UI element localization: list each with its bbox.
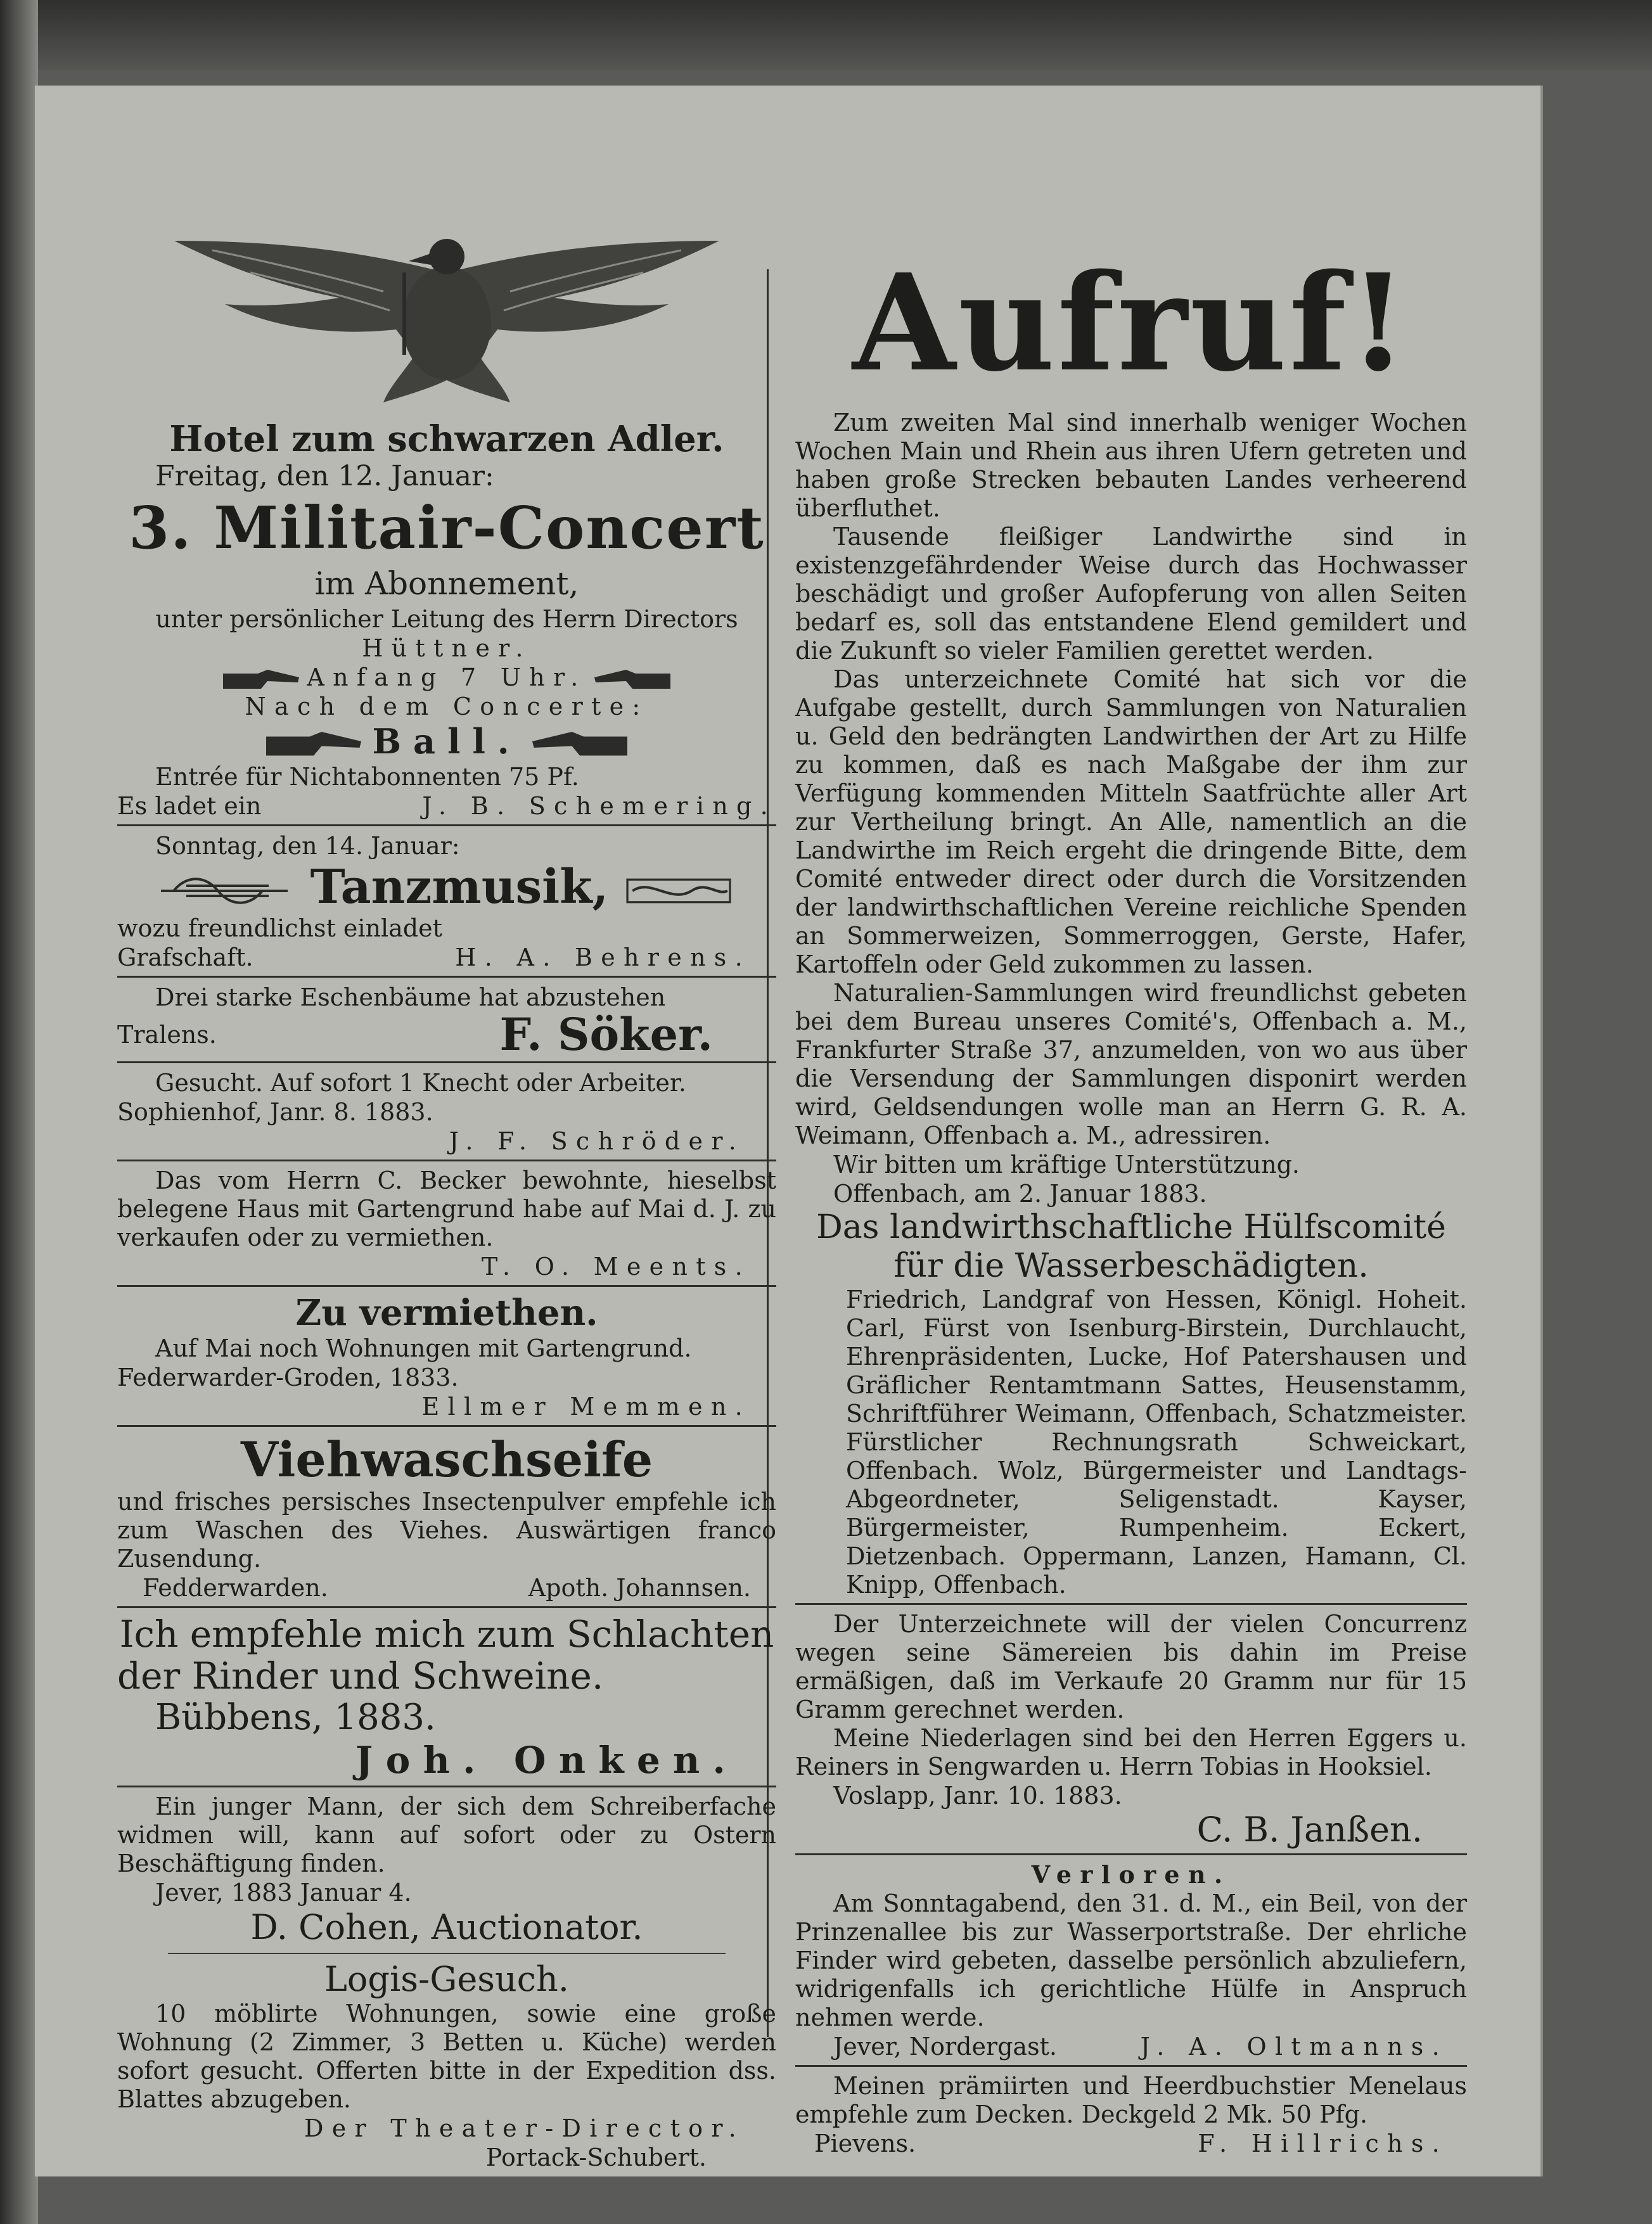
tanz-name: H. A. Behrens. [455, 943, 751, 971]
tanz-date: Sonntag, den 14. Januar: [155, 832, 460, 860]
schlachten-line-2: der Rinder und Schweine. [117, 1654, 604, 1697]
divider [117, 1061, 776, 1063]
concert-after: Nach dem Concerte: [245, 693, 649, 720]
verloren-title: Verloren. [1031, 1860, 1231, 1889]
aufruf-org-2: für die Wasserbeschädigten. [893, 1247, 1369, 1285]
ad-vermiethen [117, 1292, 776, 1421]
ad-schlachten [117, 1613, 776, 1782]
schlachten-line-1: Ich empfehle mich zum Schlachten [119, 1613, 774, 1656]
divider [117, 824, 776, 826]
ad-junger-mann [117, 1793, 776, 1948]
eschen-place: Tralens. [117, 1021, 217, 1049]
scan-background-edge [0, 0, 38, 2224]
divider [117, 1425, 776, 1427]
ad-haus [117, 1166, 776, 1281]
tanz-line: wozu freundlichst einladet [117, 914, 442, 942]
pointing-hand-right-icon [223, 668, 299, 691]
aufruf-p5: Wir bitten um kräftige Unterstützung. [833, 1151, 1300, 1179]
stier-name: F. Hillrichs. [1198, 2130, 1448, 2157]
aufruf-p2: Tausende fleißiger Landwirthe sind in existenzgefährdender Weise durch das Hochwasser beschädigt und großer Aufopferung von allen Seiten bedarf es, soll das entstandene Elend gemildert und die Zukunft so vieler Familien gerettet werden. [795, 523, 1467, 665]
seife-name: Apoth. Johannsen. [528, 1574, 751, 1602]
gesucht-name: J. F. Schröder. [449, 1127, 745, 1155]
seife-text: und frisches persisches Insectenpulver empfehle ich zum Waschen des Viehes. Auswärtigen franco Zusendung. [117, 1488, 776, 1573]
divider [117, 1160, 776, 1161]
eschen-line: Drei starke Eschenbäume hat abzustehen [155, 983, 666, 1011]
verloren-name: J. A. Oltmanns. [1140, 2033, 1448, 2061]
tanz-place: Grafschaft. [117, 943, 253, 971]
divider [117, 976, 776, 978]
ornament-icon [161, 872, 294, 910]
invite-text: Es ladet ein [117, 792, 262, 820]
eagle-emblem [117, 228, 776, 418]
verloren-text: Am Sonntagabend, den 31. d. M., ein Beil, von der Prinzenallee bis zur Wasserportstraße. Der ehrliche Finder wird gebeten, dasselbe persönlich abzuliefern, widrigenfalls ich gerichtliche Hülfe in Anspruch nehmen werde. [795, 1889, 1467, 2031]
host-name: J. B. Schemering. [422, 792, 776, 820]
ad-hotel-concert [117, 418, 776, 821]
saemereien-p2: Meine Niederlagen sind bei den Herren Eggers u. Reiners in Sengwarden u. Herrn Tobias in Hooksiel. [795, 1724, 1467, 1780]
vermiethen-name: Ellmer Memmen. [421, 1393, 751, 1421]
ad-tanzmusik [117, 831, 776, 972]
saemereien-name: C. B. Janßen. [1196, 1810, 1423, 1850]
pointing-hand-left-icon [532, 729, 627, 760]
newspaper-page [35, 86, 1543, 2176]
ad-verloren [795, 1860, 1467, 2061]
logis-text: 10 möblirte Wohnungen, sowie eine große Wohnung (2 Zimmer, 3 Betten u. Küche) werden sofort gesucht. Offerten bitte in der Expedition dss. Blattes abzugeben. [117, 2000, 776, 2113]
eagle-icon [174, 228, 719, 412]
logis-sig-1: Der Theater-Director. [304, 2114, 745, 2142]
aufruf-title: Aufruf! [852, 245, 1410, 401]
eschen-name: F. Söker. [499, 1008, 713, 1061]
left-column [117, 228, 776, 2172]
ad-heerdbuchstier [795, 2072, 1467, 2158]
concert-start: Anfang 7 Uhr. [307, 663, 587, 691]
stier-text: Meinen prämiirten und Heerdbuchstier Menelaus empfehle zum Decken. Deckgeld 2 Mk. 50 Pfg. [795, 2072, 1467, 2128]
aufruf-p3: Das unterzeichnete Comité hat sich vor die Aufgabe gestellt, durch Sammlungen von Naturalien u. Geld den bedrängten Landwirthen der Art zu Hilfe zu kommen, daß es nach Maßgabe der ihm zur Verfügung kommenden Mitteln Saatfrüchte aller Art zur Vertheilung bringt. An Alle, namentlich an die Landwirthe im Reich ergeht die dringende Bitte, dem Comité entweder direct oder durch die Vorsitzenden der landwirthschaftlichen Vereine reichliche Spenden an Sommerweizen, Sommerroggen, Gerste, Hafer, Kartoffeln oder Geld zukommen zu lassen. [795, 665, 1467, 978]
seife-title: Viehwaschseife [240, 1431, 653, 1488]
schlachten-name: Joh. Onken. [355, 1739, 738, 1782]
ornament-icon [625, 872, 733, 910]
mann-text: Ein junger Mann, der sich dem Schreiberfache widmen will, kann auf sofort oder zu Ostern Beschäftigung finden. [117, 1793, 776, 1877]
aufruf-p4: Naturalien-Sammlungen wird freundlichst gebeten bei dem Bureau unseres Comité's, Offenbach a. M., Frankfurter Straße 37, anzumelden, von wo aus über die Versendung der Sammlungen disponirt werden wird, Geldsendungen wolle man an Herrn G. R. A. Weimann, Offenbach a. M., adressiren. [795, 979, 1467, 1149]
schlachten-place: Bübbens, 1883. [155, 1697, 436, 1738]
divider [795, 1603, 1467, 1605]
tanz-title: Tanzmusik, [310, 860, 609, 914]
vermiethen-line: Auf Mai noch Wohnungen mit Gartengrund. [155, 1334, 692, 1362]
right-column [795, 245, 1467, 2158]
logis-title: Logis-Gesuch. [324, 1959, 569, 1999]
ad-saemereien [795, 1610, 1467, 1850]
scan-background-top [0, 0, 1652, 70]
divider [117, 1786, 776, 1787]
ball-label: Ball. [372, 721, 522, 762]
aufruf-dateline: Offenbach, am 2. Januar 1883. [833, 1180, 1207, 1208]
divider [117, 1606, 776, 1608]
concert-subtitle: im Abonnement, [314, 565, 579, 602]
mann-place: Jever, 1883 Januar 4. [155, 1879, 412, 1907]
haus-name: T. O. Meents. [481, 1253, 751, 1281]
concert-lead-1: unter persönlicher Leitung des Herrn Directors [155, 605, 738, 633]
vermiethen-title: Zu vermiethen. [295, 1292, 598, 1334]
aufruf-members: Friedrich, Landgraf von Hessen, Königl. Hoheit. Carl, Fürst von Isenburg-Birstein, Durchlaucht, Ehrenpräsidenten, Lucke, Hof Patershausen und Gräflicher Rentamtmann Sattes, Heusenstamm, Schriftführer Weimann, Offenbach, Schatzmeister. Fürstlicher Rechnungsrath Schweickart, Offenbach. Wolz, Bürgermeister und Landtags-Abgeordneter, Seligenstadt. Kayser, Bürgermeister, Rumpenheim. Eckert, Dietzenbach. Oppermann, Lanzen, Hamann, Cl. Knipp, Offenbach. [846, 1286, 1467, 1599]
saemereien-place: Voslapp, Janr. 10. 1883. [833, 1782, 1122, 1810]
haus-text: Das vom Herrn C. Becker bewohnte, hieselbst belegene Haus mit Gartengrund habe auf Mai d. J. zu verkaufen oder zu vermiethen. [117, 1166, 776, 1251]
seife-place: Fedderwarden. [143, 1574, 328, 1602]
divider [168, 1953, 726, 1954]
divider [795, 1853, 1467, 1855]
ad-gesucht [117, 1068, 776, 1156]
saemereien-p1: Der Unterzeichnete will der vielen Concurrenz wegen seine Sämereien bis dahin im Preise ermäßigen, daß im Verkaufe 20 Gramm nur für 15 Gramm gerechnet werden. [795, 1610, 1467, 1723]
gesucht-place: Sophienhof, Janr. 8. 1883. [117, 1098, 433, 1126]
ad-logis-gesuch [117, 1959, 776, 2172]
aufruf-org-1: Das landwirthschaftliche Hülfscomité [816, 1208, 1446, 1246]
concert-lead-2: Hüttner. [362, 634, 532, 662]
pointing-hand-right-icon [266, 729, 361, 760]
pointing-hand-left-icon [594, 668, 670, 691]
gesucht-line: Gesucht. Auf sofort 1 Knecht oder Arbeiter. [155, 1069, 686, 1097]
divider [795, 2065, 1467, 2067]
verloren-place: Jever, Nordergast. [833, 2033, 1057, 2061]
ad-eschenbaeume [117, 983, 776, 1061]
ad-aufruf [795, 245, 1467, 1599]
stier-place: Pievens. [814, 2130, 916, 2157]
concert-title: 3. Militair-Concert [129, 494, 765, 562]
hotel-name: Hotel zum schwarzen Adler. [169, 418, 724, 460]
vermiethen-place: Federwarder-Groden, 1833. [117, 1364, 459, 1391]
ad-viehwaschseife [117, 1432, 776, 1602]
aufruf-p1: Zum zweiten Mal sind innerhalb weniger Wochen Wochen Main und Rhein aus ihren Ufern getreten und haben große Strecken bebauten Landes verheerend überfluthet. [795, 409, 1467, 522]
logis-sig-2: Portack-Schubert. [485, 2144, 707, 2171]
mann-name: D. Cohen, Auctionator. [250, 1907, 643, 1947]
divider [117, 1285, 776, 1287]
concert-date: Freitag, den 12. Januar: [155, 460, 494, 492]
entree-price: Entrée für Nichtabonnenten 75 Pf. [155, 763, 579, 791]
